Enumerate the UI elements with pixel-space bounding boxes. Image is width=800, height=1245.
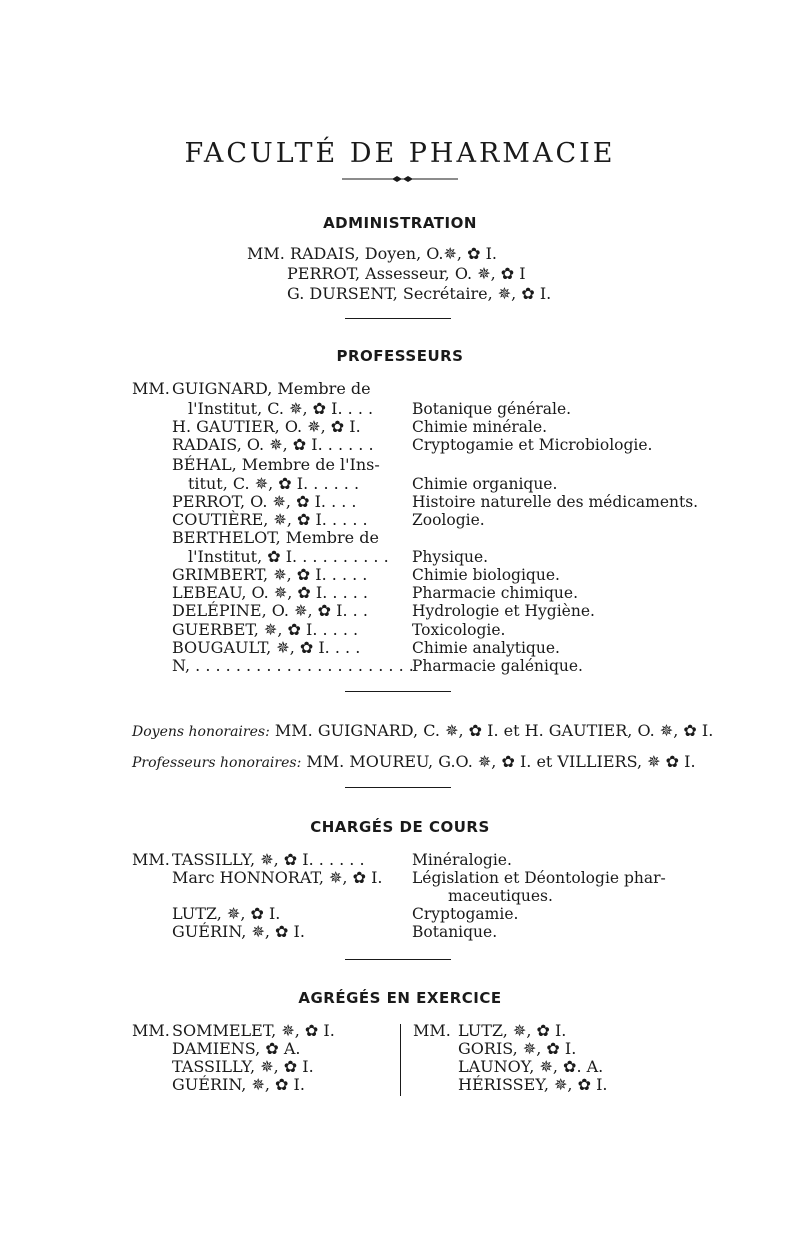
professeur-name: GRIMBERT, ✵, ✿ I. . . . . xyxy=(172,565,368,584)
charge-matiere: Botanique. xyxy=(412,923,498,941)
administration-line: G. DURSENT, Secrétaire, ✵, ✿ I. xyxy=(287,284,552,303)
agrege-name: LAUNOY, ✵, ✿. A. xyxy=(458,1057,604,1076)
professeur-name: RADAIS, O. ✵, ✿ I. . . . . . xyxy=(172,435,374,454)
professeur-name: DELÉPINE, O. ✵, ✿ I. . . xyxy=(172,601,368,620)
professeur-chaire: Pharmacie galénique. xyxy=(412,657,583,675)
charge-name: GUÉRIN, ✵, ✿ I. xyxy=(172,922,305,941)
charge-matiere: Minéralogie. xyxy=(412,851,512,869)
doyens-honoraires-label: Doyens honoraires: xyxy=(132,724,270,740)
doyens-honoraires-text: MM. GUIGNARD, C. ✵, ✿ I. et H. GAUTIER, O. ✵, ✿ I. xyxy=(274,721,714,740)
professeur-name: GUIGNARD, Membre de xyxy=(172,379,371,398)
charge-matiere: Cryptogamie. xyxy=(412,905,519,923)
agrege-name: SOMMELET, ✵, ✿ I. xyxy=(172,1021,335,1040)
professeur-chaire: Cryptogamie et Microbiologie. xyxy=(412,436,653,454)
professeur-name: COUTIÈRE, ✵, ✿ I. . . . . xyxy=(172,510,368,529)
professeur-chaire: Chimie organique. xyxy=(412,475,558,493)
charge-matiere: maceutiques. xyxy=(448,887,553,905)
professeur-chaire: Chimie analytique. xyxy=(412,639,560,657)
page-title: FACULTÉ DE PHARMACIE xyxy=(184,138,616,169)
agrege-name: HÉRISSEY, ✵, ✿ I. xyxy=(458,1075,608,1094)
professeur-name: l'Institut, C. ✵, ✿ I. . . . xyxy=(188,399,374,418)
doyens-honoraires xyxy=(132,721,713,740)
administration-line: PERROT, Assesseur, O. ✵, ✿ I xyxy=(287,264,526,283)
section-rule xyxy=(345,787,451,788)
professeur-name: LEBEAU, O. ✵, ✿ I. . . . . xyxy=(172,583,368,602)
agrege-name: GORIS, ✵, ✿ I. xyxy=(458,1039,577,1058)
professeur-name: H. GAUTIER, O. ✵, ✿ I. xyxy=(172,417,361,436)
professeur-name: PERROT, O. ✵, ✿ I. . . . xyxy=(172,492,357,511)
section-rule xyxy=(345,959,451,960)
charge-name: Marc HONNORAT, ✵, ✿ I. xyxy=(172,868,383,887)
professeur-chaire: Physique. xyxy=(412,548,489,566)
section-heading-charges: CHARGÉS DE COURS xyxy=(310,818,490,836)
professeur-chaire: Pharmacie chimique. xyxy=(412,584,579,602)
section-rule xyxy=(345,691,451,692)
charge-matiere: Législation et Déontologie phar- xyxy=(412,869,666,887)
charge-name: TASSILLY, ✵, ✿ I. . . . . . xyxy=(172,850,365,869)
section-heading-administration: ADMINISTRATION xyxy=(323,214,477,232)
section-rule xyxy=(345,318,451,319)
professeurs-prefix: MM. xyxy=(132,379,170,398)
section-heading-professeurs: PROFESSEURS xyxy=(336,347,464,365)
professeur-chaire: Zoologie. xyxy=(412,511,485,529)
ornament-divider xyxy=(340,172,460,186)
professeur-name: N, . . . . . . . . . . . . . . . . . . . . . . xyxy=(172,656,414,675)
professeur-name: titut, C. ✵, ✿ I. . . . . . xyxy=(188,474,360,493)
agreges-prefix-left: MM. xyxy=(132,1021,170,1040)
charges-prefix: MM. xyxy=(132,850,170,869)
professeur-name: BÉHAL, Membre de l'Ins- xyxy=(172,455,380,474)
professeur-name: BERTHELOT, Membre de xyxy=(172,528,379,547)
section-heading-agreges: AGRÉGÉS EN EXERCICE xyxy=(298,989,502,1007)
professeur-chaire: Chimie biologique. xyxy=(412,566,560,584)
professeur-name: GUERBET, ✵, ✿ I. . . . . xyxy=(172,620,359,639)
professeur-chaire: Chimie minérale. xyxy=(412,418,548,436)
professeur-name: l'Institut, ✿ I. . . . . . . . . . xyxy=(188,547,389,566)
agreges-prefix-right: MM. xyxy=(413,1021,451,1040)
professeurs-honoraires-text: MM. MOUREU, G.O. ✵, ✿ I. et VILLIERS, ✵ ✿ I. xyxy=(306,752,696,771)
column-divider xyxy=(400,1024,401,1096)
agrege-name: DAMIENS, ✿ A. xyxy=(172,1039,301,1058)
professeur-chaire: Histoire naturelle des médicaments. xyxy=(412,493,699,511)
professeur-chaire: Botanique générale. xyxy=(412,400,572,418)
administration-line: MM. RADAIS, Doyen, O.✵, ✿ I. xyxy=(247,244,497,263)
professeurs-honoraires xyxy=(132,752,696,771)
agrege-name: TASSILLY, ✵, ✿ I. xyxy=(172,1057,314,1076)
professeur-chaire: Toxicologie. xyxy=(412,621,506,639)
professeur-name: BOUGAULT, ✵, ✿ I. . . . xyxy=(172,638,361,657)
charge-name: LUTZ, ✵, ✿ I. xyxy=(172,904,281,923)
professeurs-honoraires-label: Professeurs honoraires: xyxy=(132,755,302,771)
agrege-name: LUTZ, ✵, ✿ I. xyxy=(458,1021,567,1040)
professeur-chaire: Hydrologie et Hygiène. xyxy=(412,602,595,620)
agrege-name: GUÉRIN, ✵, ✿ I. xyxy=(172,1075,305,1094)
